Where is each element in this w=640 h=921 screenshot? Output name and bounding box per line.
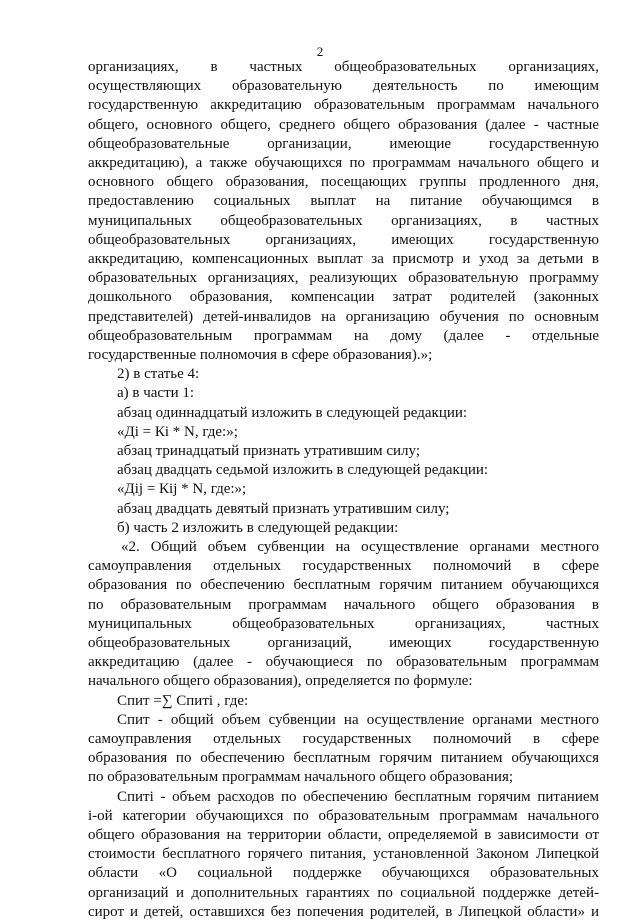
- text-line: общеобразовательных организациях, имеющих государственную: [88, 231, 599, 248]
- text-line: Спитi - объем расходов по обеспечению бесплатным горячим питанием: [117, 788, 599, 805]
- text-line: аккредитацию (далее - обучающиеся по образовательным программам: [88, 654, 599, 671]
- text-line: абзац двадцать девятый признать утратившим силу;: [117, 500, 450, 517]
- text-line: абзац тринадцатый признать утратившим силу;: [117, 443, 420, 459]
- text-line: образовательных организациях, реализующих образовательную программу: [88, 270, 599, 287]
- text-line: основного общего образования, посещающих группы продленного дня,: [88, 174, 599, 191]
- text-line: Спит =∑ Спитi , где:: [117, 692, 249, 709]
- text-line: муниципальных общеобразовательных организациях, в частных: [88, 212, 599, 229]
- text-line: общего образования на территории области, определяемой в зависимости от: [88, 827, 599, 843]
- text-line: «Дij = Кij * N, где:»;: [117, 481, 247, 498]
- text-line: общеобразовательные организации, имеющие государственную: [88, 135, 599, 152]
- text-line: начального общего образования), определяется по формуле:: [88, 673, 473, 690]
- text-line: «2. Общий объем субвенции на осуществление органами местного: [121, 539, 599, 555]
- text-line: области «О социальной поддержке обучающихся образовательных: [88, 865, 599, 882]
- text-line: самоуправления отдельных государственных полномочий в сфере: [88, 558, 599, 575]
- text-line: абзац одиннадцатый изложить в следующей редакции:: [117, 404, 468, 421]
- text-line: стоимости бесплатного горячего питания, установленной Законом Липецкой: [88, 846, 599, 863]
- text-line: сирот и детей, оставшихся без попечения родителей, в Липецкой области» и: [88, 903, 599, 920]
- text-line: б) часть 2 изложить в следующей редакции:: [117, 519, 399, 536]
- text-line: государственную аккредитацию образовательным программам начального: [88, 97, 599, 114]
- text-line: образования по обеспечению бесплатным горячим питанием обучающихся: [88, 577, 599, 594]
- text-line: по образовательным программам начального общего образования;: [88, 769, 514, 786]
- text-line: i-ой категории обучающихся по образовательным программам начального: [88, 807, 599, 824]
- text-line: образования по обеспечению бесплатным горячим питанием обучающихся: [88, 750, 599, 767]
- text-line: по образовательным программам начального общего образования в: [88, 596, 599, 613]
- text-line: Спит - общий объем субвенции на осуществление органами местного: [117, 711, 599, 728]
- text-line: самоуправления отдельных государственных полномочий в сфере: [88, 731, 599, 747]
- text-line: 2) в статье 4:: [117, 366, 200, 383]
- text-line: аккредитацию, компенсационных выплат за присмотр и уход за детьми в: [88, 251, 599, 267]
- text-line: осуществляющих образовательную деятельность по имеющим: [88, 78, 599, 95]
- text-line: общеобразовательных организаций, имеющих государственную: [88, 635, 599, 651]
- text-line: а) в части 1:: [117, 385, 195, 402]
- text-line: дошкольного образования, компенсации затрат родителей (законных: [88, 289, 599, 306]
- text-line: организаций и дополнительных гарантиях по социальной поддержке детей-: [88, 884, 599, 901]
- page-number: 2: [316, 44, 324, 59]
- text-line: аккредитацию), а также обучающихся по программам начального общего и: [88, 155, 599, 171]
- text-line: общеобразовательным программам на дому (далее - отдельные: [88, 327, 599, 344]
- text-line: «Дi = Кi * N, где:»;: [117, 423, 238, 440]
- text-line: муниципальных общеобразовательных организациях, частных: [88, 615, 599, 632]
- text-line: представителей) детей-инвалидов на организацию обучения по основным: [88, 308, 599, 325]
- text-line: общего, основного общего, среднего общего образования (далее - частные: [88, 116, 599, 133]
- text-line: предоставлению социальных выплат на питание обучающимся в: [88, 193, 599, 210]
- text-line: государственные полномочия в сфере образования).»;: [88, 347, 433, 363]
- text-line: абзац двадцать седьмой изложить в следующей редакции:: [117, 462, 489, 479]
- text-line: организациях, в частных общеобразовательных организациях,: [88, 59, 599, 75]
